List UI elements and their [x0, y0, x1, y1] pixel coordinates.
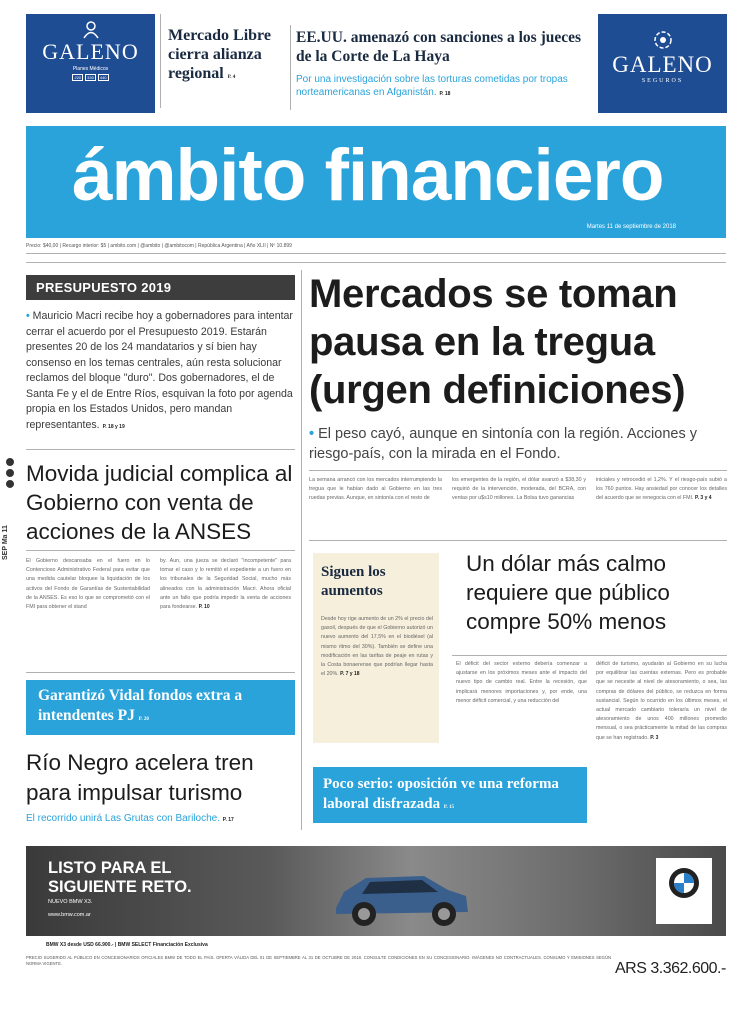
laboral-title: Poco serio: oposición ve una reforma laboral disfrazada: [323, 776, 559, 812]
galeno-sub: SEGUROS: [641, 78, 684, 84]
bmw-ad-line: BMW X3 desde USD 66.900.- | BMW SELECT Financiación Exclusiva: [46, 942, 208, 948]
galeno-brand: GALENO: [42, 39, 139, 64]
top-story-summary: [296, 73, 586, 101]
masthead-title: ámbito financiero: [72, 135, 664, 216]
vidal-title: Garantizó Vidal fondos extra a intendentes PJ: [38, 687, 243, 724]
bmw-logo-icon: [656, 858, 712, 908]
galeno-brand: GALENO: [612, 52, 713, 77]
dolar-col-2-text: déficit de turismo, ayudarán al Gobierno en su lucha por equilibrar las cuentas externas. Pero es probable que se necesite al nivel de atesoramiento, o sea, las compras de dólares del público, se reduzca en forma sustancial. Según lo ocurrido en los últimos meses, el actual mercado cambiario toleraría un nivel de atesoramiento de unos 400 millones promedio mensual, o sea prácticamente la mitad de las compras que se han registrado.: [596, 661, 727, 741]
bullet-icon: •: [309, 426, 315, 442]
page-ref: P. 3: [650, 734, 659, 741]
main-col-3-text: iniciales y retrocedió el 1,2%. Y el riesgo-país subió a los 760 puntos. Hay ansiedad por conocer los detalles del acuerdo que se renegocia con el FMI.: [596, 477, 727, 502]
rionegro-sub-text: El recorrido unirá Las Grutas con Bariloche.: [26, 813, 220, 824]
galeno-seguros-icon: [651, 28, 675, 52]
plan-label: 440: [99, 75, 107, 80]
page-ref: P. 10: [198, 604, 210, 611]
sidebar-box[interactable]: [313, 553, 439, 743]
galeno-sub: Planes Médicos: [72, 66, 109, 72]
rionegro-sub: [26, 813, 298, 824]
judicial-headline[interactable]: Movida judicial complica al Gobierno con venta de acciones de la ANSES: [26, 461, 293, 544]
page-ref: P. 18: [439, 91, 451, 97]
vidal-box[interactable]: [26, 680, 295, 735]
top-story-mercadolibre[interactable]: [168, 26, 280, 87]
masthead-info: Precio: $40,00 | Recargo interior: $5 | ambito.com | @ambito | @ambitocom | República Argentina | Año XLII | Nº 10.899: [26, 243, 292, 249]
bullet-icon: •: [26, 310, 30, 322]
page-ref: P. 20: [138, 717, 149, 722]
main-col-3: [596, 476, 727, 532]
bmw-logo-panel: [656, 858, 712, 924]
plan-label: 330: [87, 75, 94, 80]
dolar-col-1: El déficit del sector externo debería comenzar a ajustarse en los próximos meses ante el impacto del nuevo tipo de cambio real. Entre la recesión, que implicará menores importaciones y, por ende, una menor déficit comercial, y una reducción del: [456, 661, 587, 704]
galeno-plans: [26, 74, 155, 81]
page-ref: P. 4: [227, 75, 236, 80]
bmw-ad-headline: LISTO PARA EL SIGUIENTE RETO.: [48, 859, 192, 896]
main-deck: [309, 425, 727, 464]
bmw-ad-legal: PRECIO SUGERIDO AL PÚBLICO EN CONCESIONARIOS OFICIALES BMW DE TODO EL PAÍS. OFERTA VÁLIDA DEL 01 DE SEPTIEMBRE AL 31 DE OCTUBRE DE 2018. CONSULTE CONDICIONES EN SU CONCESIONARIO. IMÁGENES NO CONTRACTUALES. CONSUMO Y EMISIONES SEGÚN NORMA VIGENTE.: [26, 955, 611, 966]
judicial-col-2: [160, 557, 291, 667]
page-ref: P. 3 y 4: [694, 495, 712, 502]
car-icon: [326, 856, 476, 934]
budget-label: PRESUPUESTO 2019: [26, 275, 295, 300]
sidebar-title: Siguen los aumentos: [321, 564, 386, 599]
top-story-title: Mercado Libre cierra alianza regional: [168, 27, 271, 82]
bmw-ad-url: www.bmw.com.ar: [48, 912, 91, 918]
judicial-col-2-text: by. Aun, una jueza se declaró "incompetente" para tomar el caso y lo remitió el expediente a un fuero en los tribunales de la Seguridad Social, mucho más alineados con la administración Macri. Ahora oficial ante un fallo que podría impedir la venta de acciones para fondearse.: [160, 558, 291, 611]
galeno-ad-right[interactable]: [598, 14, 727, 113]
summary-text: Por una investigación sobre las torturas cometidas por tropas norteamericanas en Afganistán.: [296, 74, 568, 98]
top-story-eeuu[interactable]: [296, 28, 592, 66]
budget-text: [26, 309, 295, 435]
masthead-date: Martes 11 de septiembre de 2018: [586, 224, 676, 230]
main-col-1: La semana arrancó con los mercados interrumpiendo la tregua que le habían dado al Gobierno en las tres ruedas previas. Aunque, en sintonía con el resto de: [309, 477, 442, 502]
sidebar-body: Desde hoy rige aumento de un 2% el precio del gasoil, después de que el Gobierno autorizó un nuevo aumento del 17,5% en el biodiésel (al mismo ritmo del 30%). También se define una modificación en las tarifas de peaje en rutas y la Costa bonaerense que podrían llegar hasta el 20%.: [321, 616, 433, 678]
dolar-headline[interactable]: Un dólar más calmo requiere que público compre 50% menos: [466, 551, 670, 634]
page-ref: P. 17: [222, 817, 234, 823]
main-deck-text: El peso cayó, aunque en sintonía con la región. Acciones y riesgo-país, con la mirada en el Fondo.: [309, 426, 697, 462]
galeno-logo-icon: [80, 18, 102, 40]
top-story-title: EE.UU. amenazó con sanciones a los jueces de la Corte de La Haya: [296, 29, 582, 65]
judicial-col-1: El Gobierno descansaba en el fuero en lo Contencioso Administrativo Federal para evitar que una medida cautelar bloquee la liquidación de los activos del Fondo de Garantías de Sustentabilidad de la ANSES. Es eso lo que se comprometió con el FMI para obtener el stand: [26, 558, 150, 611]
masthead: [26, 126, 726, 238]
side-date: SEP Ma 11: [2, 525, 9, 560]
main-col-2: los emergentes de la región, el dólar avanzó a $38,30 y requirió de la intervención, moderada, del BCRA, con ventas por u$s10 millones. La Bolsa tuvo ganancias: [452, 477, 586, 502]
laboral-box[interactable]: [313, 767, 587, 823]
sidebar-text: [321, 615, 433, 679]
bmw-ad-price: ARS 3.362.600.-: [615, 960, 726, 977]
plan-label: 220: [74, 75, 82, 80]
bmw-ad[interactable]: [26, 846, 726, 936]
budget-body: Mauricio Macri recibe hoy a gobernadores para intentar cerrar el acuerdo por el Presupuesto 2019. Estarán presentes 20 de los 24 mandatarios y sí bien hay consenso en los temas centrales, aún resta solucionar reclamos del bloque "duro". Dos gobernadores, el de Santa Fe y el de Entre Ríos, esquivan la foto por agenda propia en los Estados Unidos, pero mandan representantes.: [26, 310, 293, 431]
galeno-ad-left[interactable]: [26, 14, 155, 113]
rionegro-headline[interactable]: Río Negro acelera tren para impulsar turismo: [26, 750, 254, 805]
page-ref: P. 15: [443, 805, 454, 810]
bmw-ad-model: NUEVO BMW X3.: [48, 899, 93, 905]
side-tab: [6, 458, 18, 488]
dolar-col-2: [596, 660, 727, 825]
main-headline[interactable]: Mercados se toman pausa en la tregua (urgen definiciones): [309, 272, 686, 412]
page-ref: P. 7 y 18: [340, 671, 360, 678]
page-ref: P. 18 y 19: [102, 423, 125, 430]
